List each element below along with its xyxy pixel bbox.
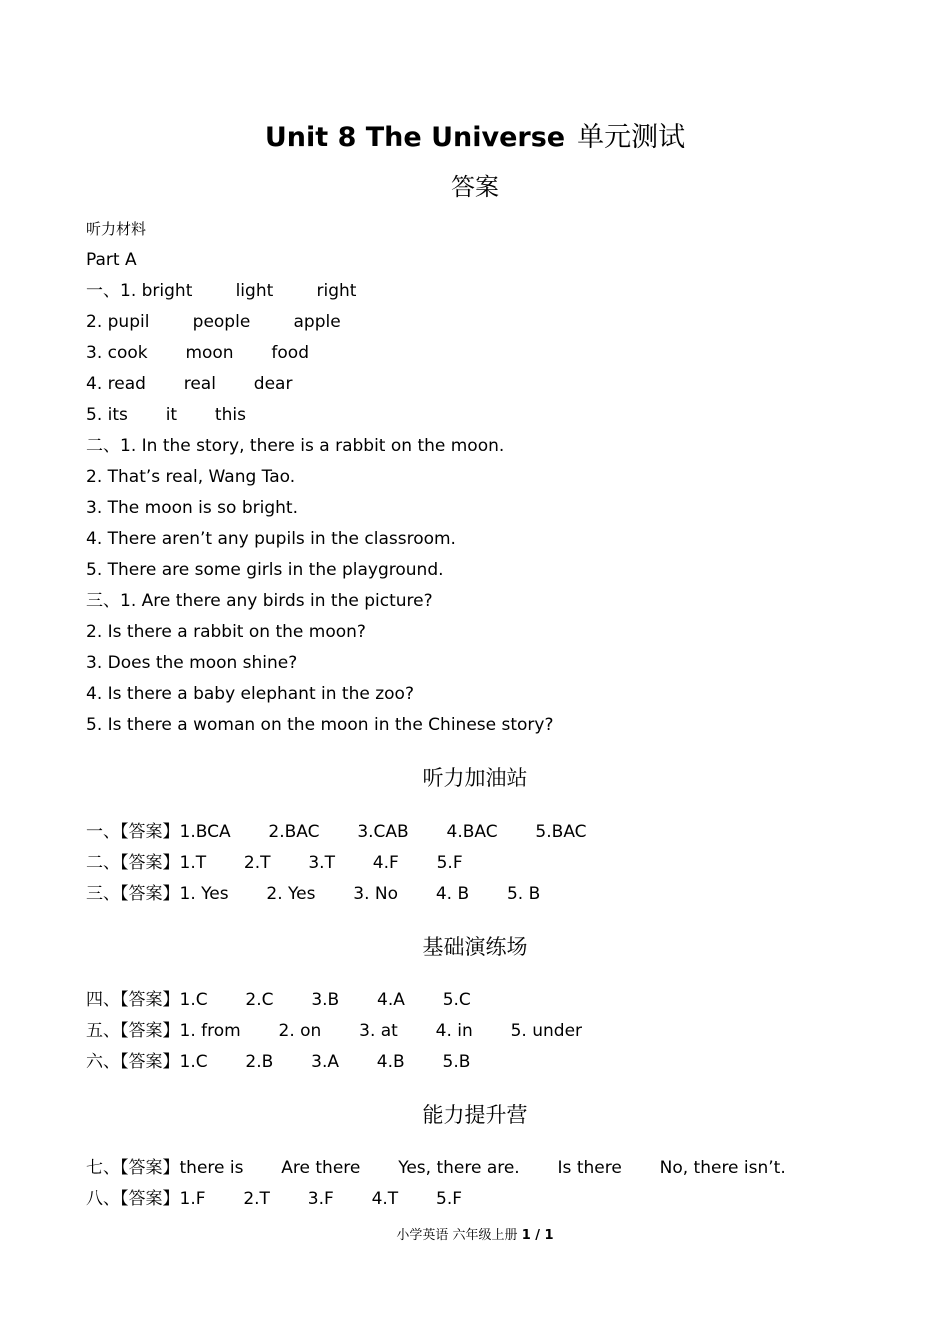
listening-line: 2. That’s real, Wang Tao. bbox=[86, 467, 296, 487]
answer-line: 三、【答案】1. Yes 2. Yes 3. No 4. B 5. B bbox=[86, 884, 541, 904]
page-footer bbox=[0, 1225, 950, 1247]
answer-line: 五、【答案】1. from 2. on 3. at 4. in 5. under bbox=[86, 1021, 583, 1041]
answer-line: 七、【答案】there is Are there Yes, there are. Is there No, there isn’t. bbox=[86, 1158, 786, 1178]
listening-line: 3. Does the moon shine? bbox=[86, 653, 298, 673]
answer-line: 六、【答案】1.C 2.B 3.A 4.B 5.B bbox=[86, 1052, 471, 1072]
section-heading-ability: 能力提升营 bbox=[422, 1103, 528, 1127]
section-heading-basics: 基础演练场 bbox=[422, 935, 528, 959]
document-subtitle: 答案 bbox=[451, 173, 499, 201]
answer-line: 四、【答案】1.C 2.C 3.B 4.A 5.C bbox=[86, 990, 471, 1010]
listening-header: 听力材料 bbox=[86, 220, 147, 238]
listening-line: 一、1. bright light right bbox=[86, 281, 357, 301]
listening-line: 5. its it this bbox=[86, 405, 246, 425]
listening-line: 4. There aren’t any pupils in the classroom. bbox=[86, 529, 456, 549]
answer-line: 八、【答案】1.F 2.T 3.F 4.T 5.F bbox=[86, 1189, 463, 1209]
section-heading-listening: 听力加油站 bbox=[422, 766, 528, 790]
listening-line: 2. Is there a rabbit on the moon? bbox=[86, 622, 366, 642]
answer-line: 一、【答案】1.BCA 2.BAC 3.CAB 4.BAC 5.BAC bbox=[86, 822, 587, 842]
listening-line: 4. Is there a baby elephant in the zoo? bbox=[86, 684, 414, 704]
listening-line: 5. Is there a woman on the moon in the Chinese story? bbox=[86, 715, 554, 735]
answer-line: 二、【答案】1.T 2.T 3.T 4.F 5.F bbox=[86, 853, 463, 873]
title-english: Unit 8 The Universe bbox=[264, 122, 566, 153]
listening-line: 3. The moon is so bright. bbox=[86, 498, 298, 518]
page-number: 1 / 1 bbox=[521, 1228, 554, 1243]
title-chinese: 单元测试 bbox=[577, 122, 686, 153]
listening-line: 二、1. In the story, there is a rabbit on the moon. bbox=[86, 436, 505, 456]
footer-text: 小学英语 六年级上册 bbox=[396, 1228, 518, 1243]
document-title bbox=[0, 120, 950, 156]
part-a-label: Part A bbox=[86, 250, 137, 270]
listening-line: 三、1. Are there any birds in the picture? bbox=[86, 591, 433, 611]
listening-line: 5. There are some girls in the playground. bbox=[86, 560, 444, 580]
listening-line: 2. pupil people apple bbox=[86, 312, 341, 332]
listening-line: 3. cook moon food bbox=[86, 343, 309, 363]
listening-line: 4. read real dear bbox=[86, 374, 293, 394]
